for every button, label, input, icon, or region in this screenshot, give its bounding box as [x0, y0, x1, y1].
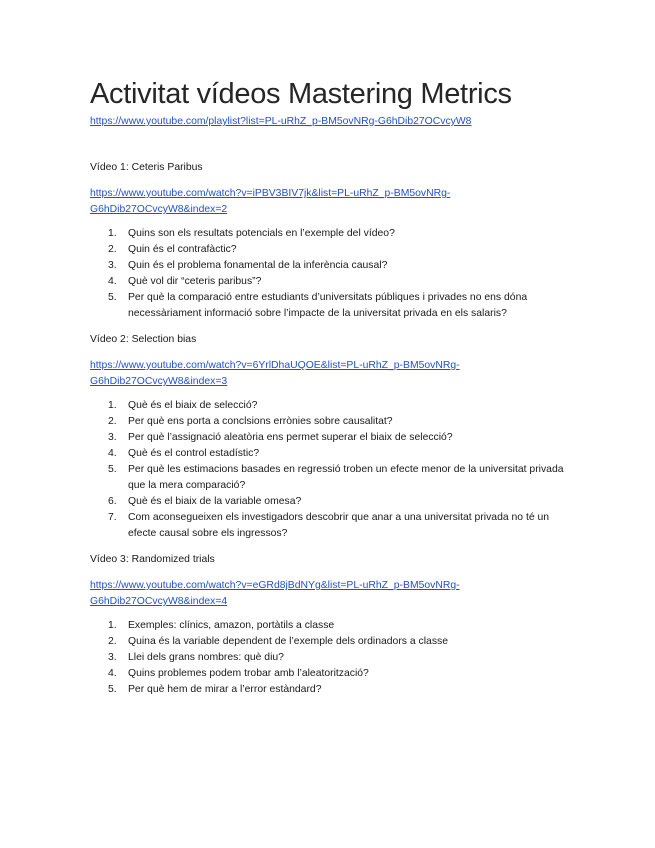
- video-link-line1: https://www.youtube.com/watch?v=eGRd8jBdNYg&list=PL-uRhZ_p-BM5ovNRg-: [90, 580, 460, 591]
- question-item: [90, 682, 570, 698]
- question-item: [90, 510, 570, 542]
- video-link[interactable]: [90, 186, 570, 218]
- question-item: [90, 618, 570, 634]
- playlist-link[interactable]: https://www.youtube.com/playlist?list=PL-uRhZ_p-BM5ovNRg-G6hDib27OCvcyW8: [90, 116, 472, 127]
- question-text: Per què ens porta a conclsions errònies sobre causalitat?: [128, 416, 393, 427]
- document-page: [90, 74, 570, 698]
- question-text: Quins son els resultats potencials en l’exemple del vídeo?: [128, 228, 395, 239]
- question-item: [90, 494, 570, 510]
- question-item: [90, 634, 570, 650]
- question-text: Exemples: clínics, amazon, portàtils a classe: [128, 620, 335, 631]
- question-item: [90, 430, 570, 446]
- question-number: 1.: [108, 400, 117, 411]
- question-number: 2.: [108, 416, 117, 427]
- question-item: [90, 242, 570, 258]
- question-text: Llei dels grans nombres: què diu?: [128, 652, 284, 663]
- question-item: [90, 290, 570, 322]
- question-number: 5.: [108, 684, 117, 695]
- video-link-line1: https://www.youtube.com/watch?v=6YrlDhaUQOE&list=PL-uRhZ_p-BM5ovNRg-: [90, 360, 460, 371]
- video-heading: Vídeo 1: Ceteris Paribus: [90, 162, 203, 173]
- question-list: [90, 618, 570, 698]
- question-item: [90, 446, 570, 462]
- video-link-line2: G6hDib27OCvcyW8&index=4: [90, 596, 228, 607]
- video-link[interactable]: [90, 358, 570, 390]
- question-text: Per què l’assignació aleatòria ens permet superar el biaix de selecció?: [128, 432, 453, 443]
- question-number: 1.: [108, 228, 117, 239]
- question-text: Quina és la variable dependent de l’exemple dels ordinadors a classe: [128, 636, 448, 647]
- question-list: [90, 226, 570, 322]
- video-link-line2: G6hDib27OCvcyW8&index=2: [90, 204, 228, 215]
- question-list: [90, 398, 570, 542]
- question-number: 3.: [108, 432, 117, 443]
- question-number: 4.: [108, 668, 117, 679]
- video-section-2: [90, 332, 570, 542]
- video-link-line2: G6hDib27OCvcyW8&index=3: [90, 376, 228, 387]
- question-item: [90, 462, 570, 494]
- question-number: 7.: [108, 512, 117, 523]
- question-number: 4.: [108, 276, 117, 287]
- question-number: 3.: [108, 652, 117, 663]
- question-text: Per què les estimacions basades en regressió troben un efecte menor de la universitat privada que la mera comparació?: [128, 464, 564, 491]
- question-number: 6.: [108, 496, 117, 507]
- question-text: Què és el biaix de selecció?: [128, 400, 258, 411]
- question-text: Què és el control estadístic?: [128, 448, 260, 459]
- question-number: 4.: [108, 448, 117, 459]
- question-item: [90, 398, 570, 414]
- question-item: [90, 666, 570, 682]
- question-number: 3.: [108, 260, 117, 271]
- question-item: [90, 274, 570, 290]
- question-item: [90, 226, 570, 242]
- video-section-1: [90, 160, 570, 322]
- video-heading: Vídeo 2: Selection bias: [90, 334, 197, 345]
- question-number: 2.: [108, 636, 117, 647]
- question-number: 2.: [108, 244, 117, 255]
- question-number: 1.: [108, 620, 117, 631]
- question-text: Què vol dir “ceteris paribus”?: [128, 276, 262, 287]
- video-section-3: [90, 552, 570, 698]
- question-text: Quins problemes podem trobar amb l’aleatorització?: [128, 668, 369, 679]
- video-heading: Vídeo 3: Randomized trials: [90, 554, 215, 565]
- video-link[interactable]: [90, 578, 570, 610]
- question-text: Què és el biaix de la variable omesa?: [128, 496, 302, 507]
- question-number: 5.: [108, 464, 117, 475]
- question-item: [90, 414, 570, 430]
- question-text: Quin és el problema fonamental de la inferència causal?: [128, 260, 388, 271]
- question-text: Per què hem de mirar a l’error estàndard?: [128, 684, 322, 695]
- question-number: 5.: [108, 292, 117, 303]
- question-item: [90, 650, 570, 666]
- question-text: Com aconsegueixen els investigadors descobrir que anar a una universitat privada no té un efecte causal sobre els ingressos?: [128, 512, 550, 539]
- question-item: [90, 258, 570, 274]
- video-link-line1: https://www.youtube.com/watch?v=iPBV3BIV7jk&list=PL-uRhZ_p-BM5ovNRg-: [90, 188, 451, 199]
- document-title: Activitat vídeos Mastering Metrics: [90, 78, 512, 110]
- question-text: Per què la comparació entre estudiants d’universitats públiques i privades no ens dóna necessàriament informació sobre l’impacte de la universitat privada en els salaris?: [128, 292, 528, 319]
- question-text: Quin és el contrafàctic?: [128, 244, 237, 255]
